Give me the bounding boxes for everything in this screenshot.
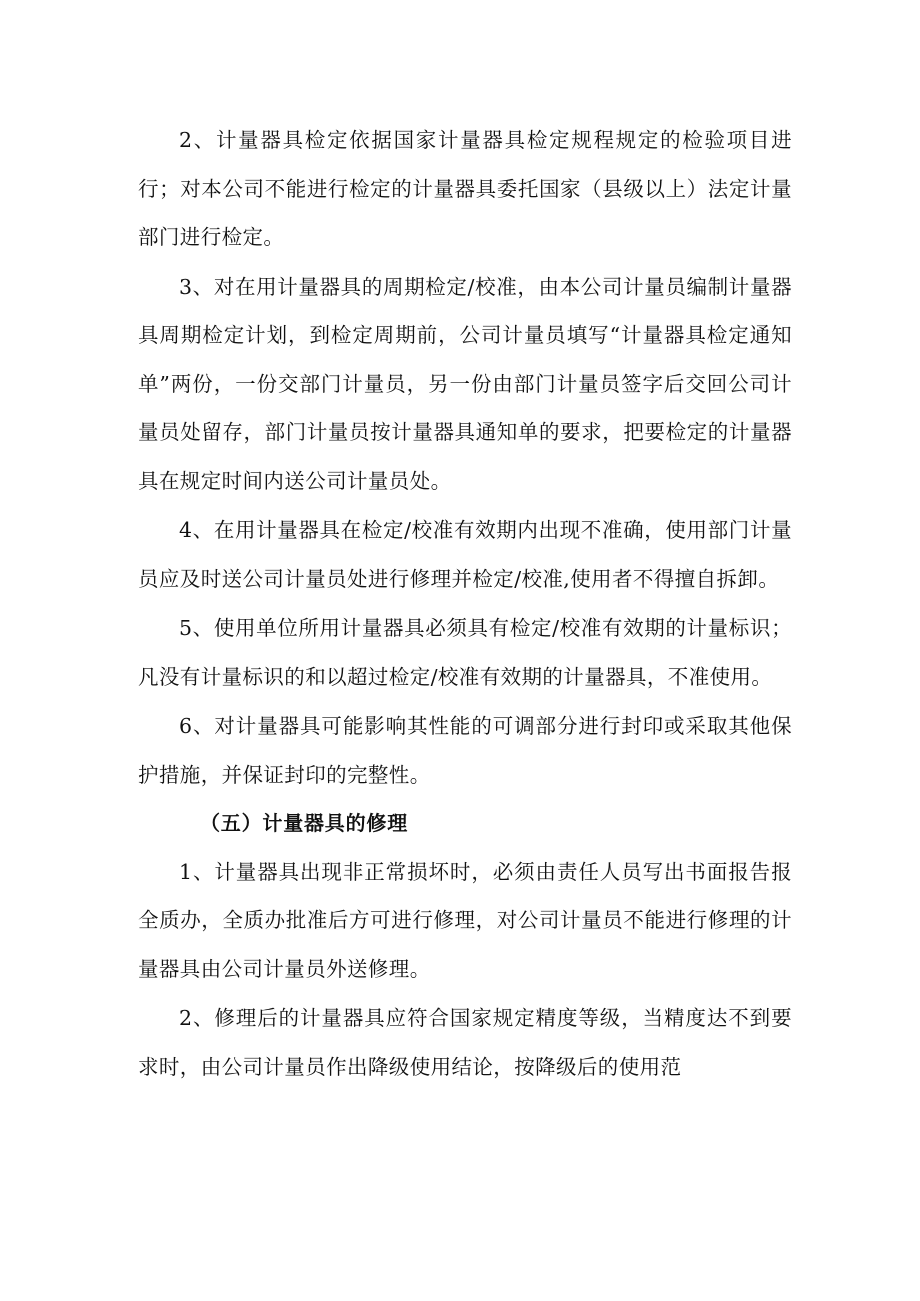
document-page (138, 116, 792, 1091)
paragraph-item-3: 3、对在用计量器具的周期检定/校准，由本公司计量员编制计量器具周期检定计划，到检定周期前，公司计量员填写“计量器具检定通知单”两份，一份交部门计量员，另一份由部门计量员签字后交回公司计量员处留存，部门计量员按计量器具通知单的要求，把要检定的计量器具在规定时间内送公司计量员处。 (138, 274, 792, 493)
paragraph-item-4: 4、在用计量器具在检定/校准有效期内出现不准确，使用部门计量员应及时送公司计量员处进行修理并检定/校准,使用者不得擅自拆卸。 (138, 518, 792, 591)
paragraph-item-5: 5、使用单位所用计量器具必须具有检定/校准有效期的计量标识；凡没有计量标识的和以超过检定/校准有效期的计量器具，不准使用。 (138, 616, 792, 689)
paragraph-item-6: 6、对计量器具可能影响其性能的可调部分进行封印或采取其他保护措施，并保证封印的完整性。 (138, 714, 792, 787)
repair-paragraph-1: 1、计量器具出现非正常损坏时，必须由责任人员写出书面报告报全质办，全质办批准后方可进行修理，对公司计量员不能进行修理的计量器具由公司计量员外送修理。 (138, 859, 792, 981)
repair-paragraph-2: 2、修理后的计量器具应符合国家规定精度等级，当精度达不到要求时，由公司计量员作出降级使用结论，按降级后的使用范 (138, 1006, 792, 1079)
section-heading-repair: （五）计量器具的修理 (200, 811, 408, 835)
paragraph-item-2: 2、计量器具检定依据国家计量器具检定规程规定的检验项目进行；对本公司不能进行检定的计量器具委托国家（县级以上）法定计量部门进行检定。 (138, 128, 792, 249)
